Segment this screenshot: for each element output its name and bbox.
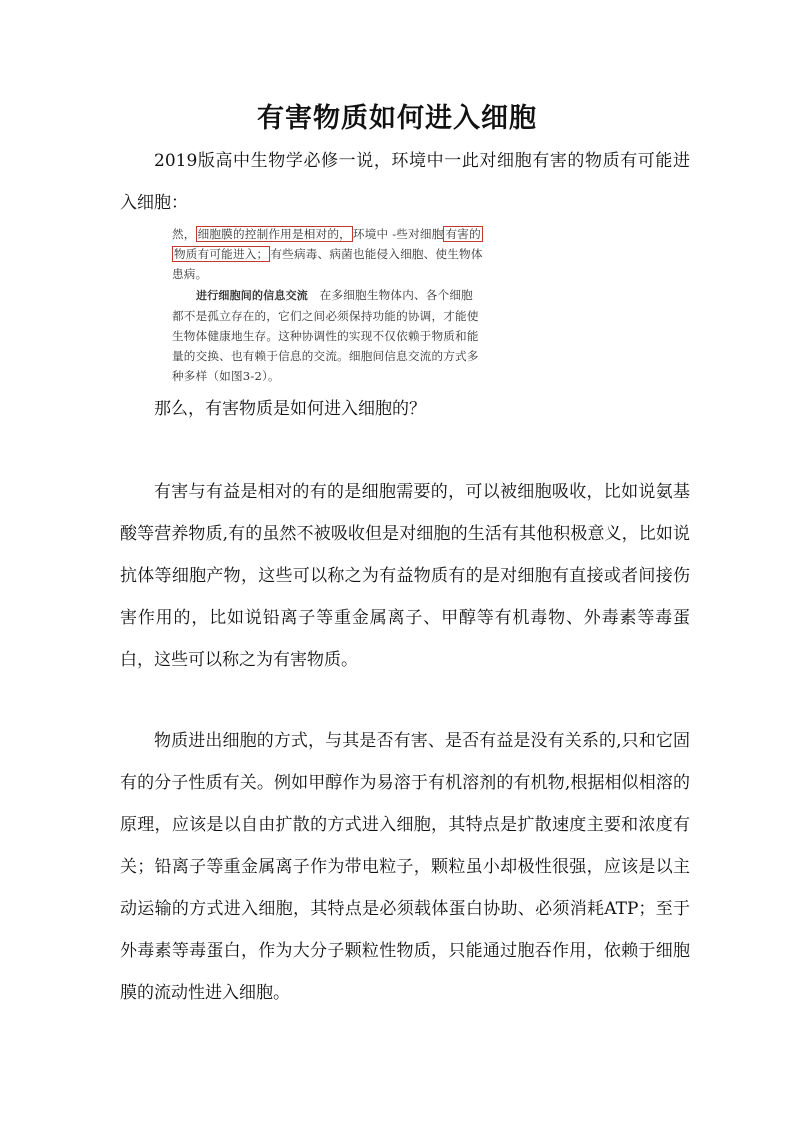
- excerpt-heading: 进行细胞间的信息交流: [196, 288, 308, 302]
- excerpt-line-2: [172, 244, 494, 264]
- excerpt-text: 环境中 -些对细胞: [352, 227, 444, 241]
- excerpt-line-5: 都不是孤立存在的，它们之间必须保持功能的协调，才能使: [172, 308, 479, 323]
- excerpt-line-1: [172, 224, 494, 244]
- excerpt-line-3: 患病。: [172, 267, 208, 282]
- question-paragraph: 那么，有害物质是如何进入细胞的？: [154, 399, 426, 419]
- highlight-box-3: 物质有可能进入；: [174, 247, 269, 262]
- excerpt-line-4: [172, 285, 494, 306]
- excerpt-text: 然，: [172, 227, 196, 241]
- excerpt-line-7: 量的交换、也有赖于信息的交流。细胞间信息交流的方式多: [172, 349, 479, 364]
- intro-paragraph: 2019版高中生物学必修一说，环境中一此对细胞有害的物质有可能进入细胞：: [120, 151, 690, 213]
- highlight-box-2: 有害的: [445, 227, 481, 241]
- excerpt-text: 有些病毒、病菌也能侵入细胞、使生物体: [270, 247, 483, 262]
- excerpt-line-6: 生物体健康地生存。这种协调性的实现不仅依赖于物质和能: [172, 329, 479, 344]
- body-paragraph-2: 有害与有益是相对的有的是细胞需要的，可以被细胞吸收，比如说氨基酸等营养物质,有的虽然不被吸收但是对细胞的生活有其他积极意义，比如说抗体等细胞产物，这些可以称之为有益物质有的是对细胞有直接或者间接伤害作用的，比如说铅离子等重金属离子、甲醇等有机毒物、外毒素等毒蛋白，这些可以称之为有害物质。: [120, 482, 690, 670]
- page-title: 有害物质如何进入细胞: [257, 103, 537, 134]
- body-paragraph-3: 物质进出细胞的方式，与其是否有害、是否有益是没有关系的,只和它固有的分子性质有关。例如甲醇作为易溶于有机溶剂的有机物,根据相似相溶的原理，应该是以自由扩散的方式进入细胞，其特点是扩散速度主要和浓度有关；铅离子等重金属离子作为带电粒子，颗粒虽小却极性很强，应该是以主动运输的方式进入细胞，其特点是必须载体蛋白协助、必须消耗ATP；至于外毒素等毒蛋白，作为大分子颗粒性物质，只能通过胞吞作用，依赖于细胞膜的流动性进入细胞。: [120, 731, 690, 1003]
- excerpt-text: 在多细胞生物体内、各个细胞: [319, 287, 473, 302]
- excerpt-line-8: 种多样（如图3-2）。: [172, 369, 280, 384]
- textbook-excerpt-image: [172, 224, 494, 387]
- highlight-box-1: 细胞膜的控制作用是相对的，: [197, 227, 351, 241]
